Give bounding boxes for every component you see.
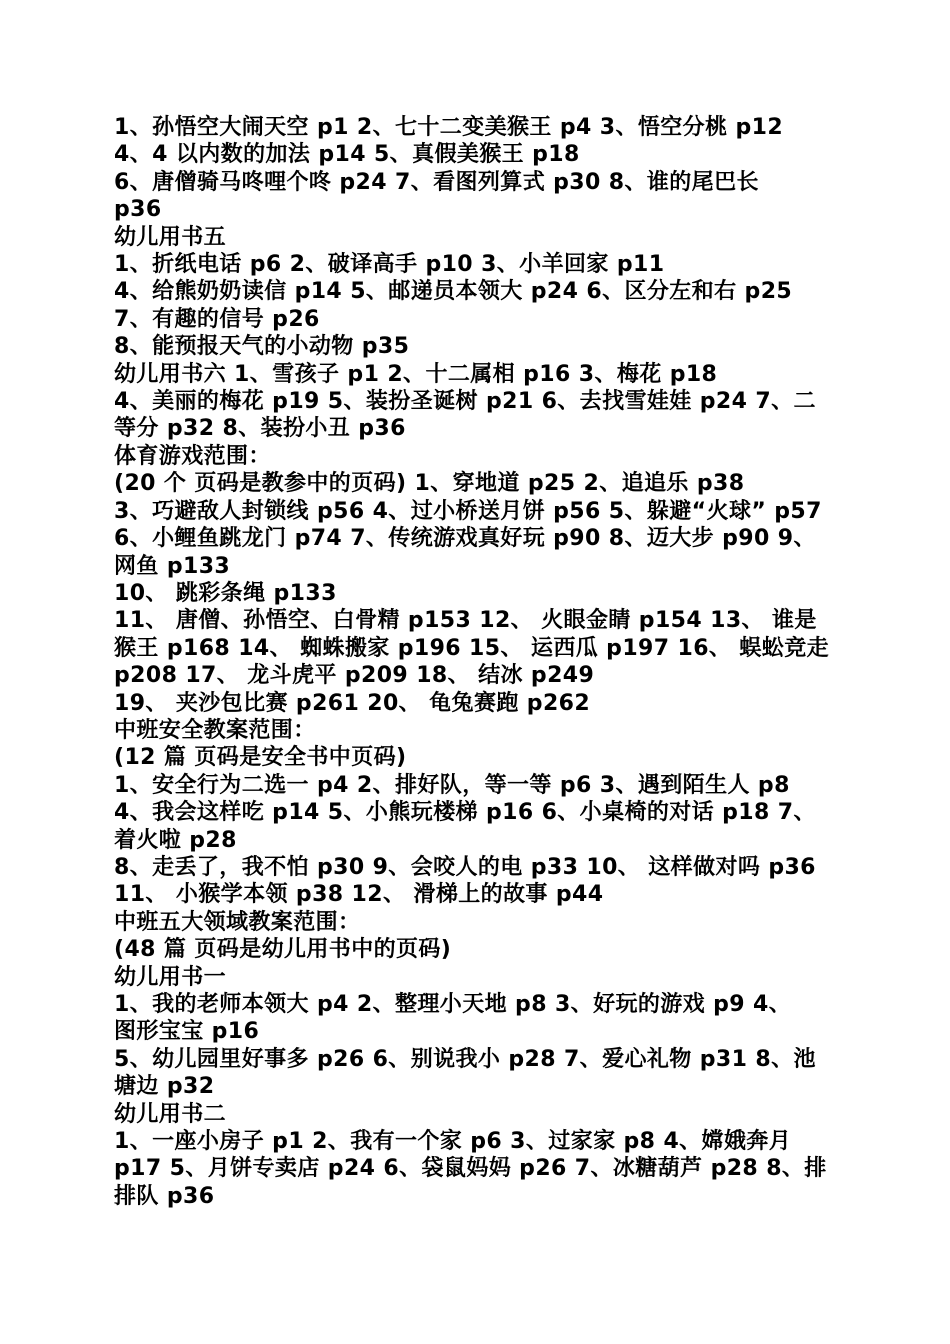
text-line: 7、有趣的信号 p26 [114,306,320,332]
text-line: 6、小鲤鱼跳龙门 p74 7、传统游戏真好玩 p90 8、迈大步 p90 9、 [114,526,816,552]
text-line: 1、一座小房子 p1 2、我有一个家 p6 3、过家家 p8 4、嫦娥奔月 [114,1129,792,1155]
text-line: 6、唐僧骑马咚哩个咚 p24 7、看图列算式 p30 8、谁的尾巴长 [114,169,759,195]
text-line: 5、幼儿园里好事多 p26 6、别说我小 p28 7、爱心礼物 p31 8、池 [114,1046,816,1072]
text-line: 8、走丢了，我不怕 p30 9、会咬人的电 p33 10、 这样做对吗 p36 [114,854,816,880]
text-line: 1、我的老师本领大 p4 2、整理小天地 p8 3、好玩的游戏 p9 4、 [114,992,792,1017]
section-heading: 中班安全教案范围： [114,717,316,743]
section-heading: 体育游戏范围： [114,443,271,469]
section-heading: 幼儿用书五 [114,224,227,250]
text-line: 4、4 以内数的加法 p14 5、真假美猴王 p18 [114,142,580,168]
text-line: 1、安全行为二选一 p4 2、排好队，等一等 p6 3、遇到陌生人 p8 [114,772,790,798]
section-heading: 中班五大领域教案范围： [114,909,361,935]
text-line: 着火啦 p28 [114,827,237,853]
text-line: 4、美丽的梅花 p19 5、装扮圣诞树 p21 6、去找雪娃娃 p24 7、二 [114,389,816,415]
text-line: 塘边 p32 [114,1074,215,1100]
text-line: 3、巧避敌人封锁线 p56 4、过小桥送月饼 p56 5、躲避“火球” p57 [114,498,822,524]
text-line: p208 17、 龙斗虎平 p209 18、 结冰 p249 [114,663,595,689]
section-heading: 幼儿用书一 [114,964,227,990]
text-line: 幼儿用书六 1、雪孩子 p1 2、十二属相 p16 3、梅花 p18 [114,361,718,387]
text-line: p17 5、月饼专卖店 p24 6、袋鼠妈妈 p26 7、冰糖葫芦 p28 8、排 [114,1156,827,1182]
text-line: 4、我会这样吃 p14 5、小熊玩楼梯 p16 6、小桌椅的对话 p18 7、 [114,800,816,826]
section-heading: 幼儿用书二 [114,1101,227,1127]
text-line: (48 篇 页码是幼儿用书中的页码) [114,937,452,963]
text-line: 图形宝宝 p16 [114,1019,260,1045]
text-line: 1、折纸电话 p6 2、破译高手 p10 3、小羊回家 p11 [114,252,665,278]
text-line: 网鱼 p133 [114,553,231,579]
text-line: (12 篇 页码是安全书中页码) [114,745,407,771]
text-line: 11、 唐僧、孙悟空、白骨精 p153 12、 火眼金睛 p154 13、 谁是 [114,608,817,634]
text-line: 等分 p32 8、装扮小丑 p36 [114,416,406,442]
text-line: 排队 p36 [114,1183,215,1209]
text-line: p36 [114,197,162,223]
text-line: 1、孙悟空大闹天空 p1 2、七十二变美猴王 p4 3、悟空分桃 p12 [114,115,784,140]
text-line: 猴王 p168 14、 蜘蛛搬家 p196 15、 运西瓜 p197 16、 蜈蚣竞走 [114,635,829,661]
text-line: 19、 夹沙包比赛 p261 20、 龟兔赛跑 p262 [114,690,591,716]
text-line: 8、能预报天气的小动物 p35 [114,334,410,360]
text-line: 4、给熊奶奶读信 p14 5、邮递员本领大 p24 6、区分左和右 p25 [114,279,793,305]
text-line: 11、 小猴学本领 p38 12、 滑梯上的故事 p44 [114,882,604,908]
text-line: 10、 跳彩条绳 p133 [114,580,337,606]
text-line: (20 个 页码是教参中的页码) 1、穿地道 p25 2、追追乐 p38 [114,471,745,497]
